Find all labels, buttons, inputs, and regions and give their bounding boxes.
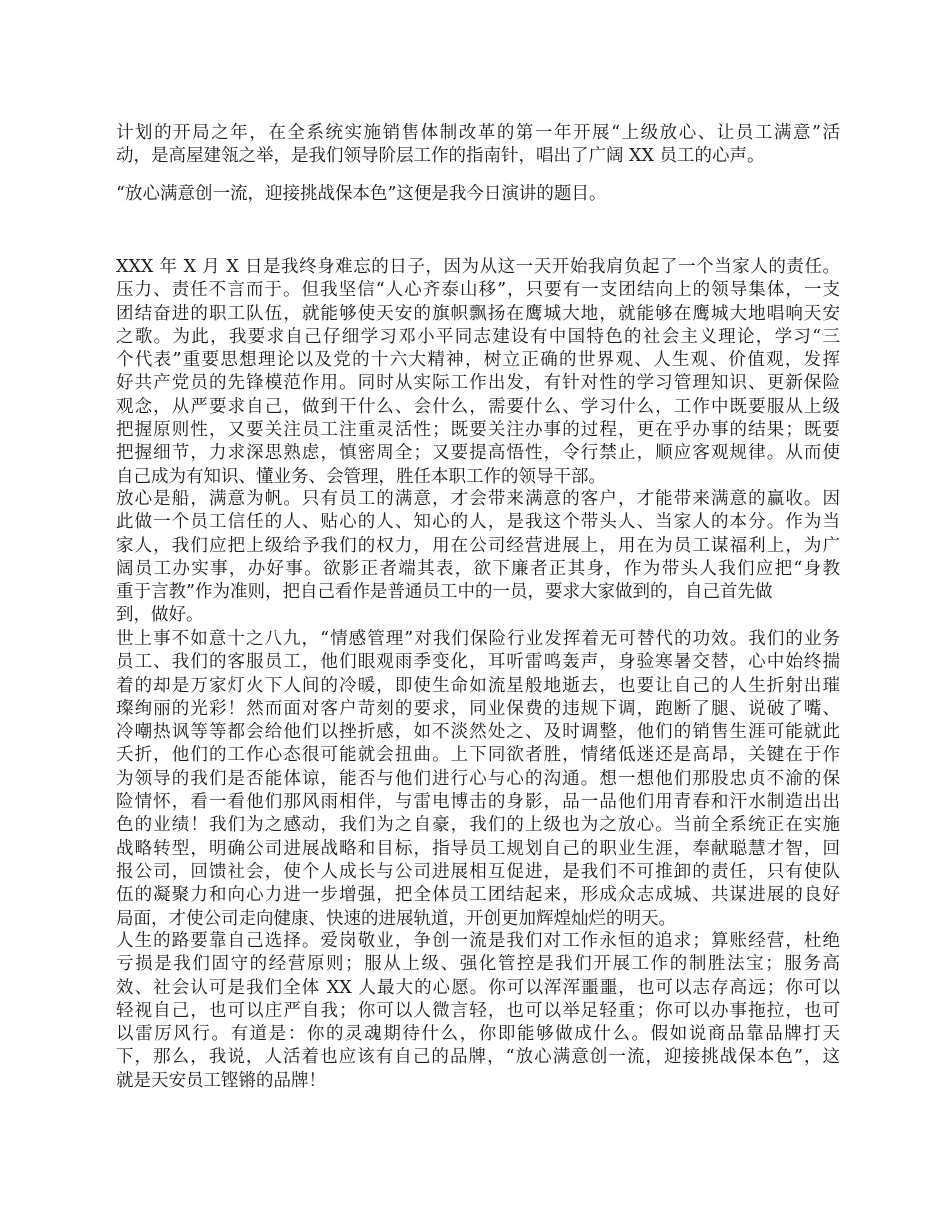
paragraph-line: 把握原则性，又要关注员工注重灵活性；既要关注办事的过程，更在乎办事的结果；既要 [116, 420, 840, 441]
paragraph-line: 家人，我们应把上级给予我们的权力，用在公司经营进展上，用在为员工谋福利上，为广 [116, 535, 840, 556]
paragraph-line: XXX 年 X 月 X 日是我终身难忘的日子，因为从这一天开始我肩负起了一个当家人的责任。 [116, 257, 840, 277]
paragraph-line: 以雷厉风行。有道是：你的灵魂期待什么，你即能够做成什么。假如说商品靠品牌打天 [116, 1024, 840, 1045]
paragraph-line: 色的业绩！我们为之感动，我们为之自豪，我们的上级也为之放心。当前全系统正在实施 [116, 815, 840, 836]
paragraph-line: 计划的开局之年，在全系统实施销售体制改革的第一年开展“上级放心、让员工满意”活 [116, 123, 840, 143]
paragraph-line: 团结奋进的职工队伍，就能够使天安的旗帜飘扬在鹰城大地，就能够在鹰城大地唱响天安 [116, 303, 840, 324]
paragraph-line: 员工、我们的客服员工，他们眼观雨季变化，耳听雷鸣轰声，身验寒暑交替，心中始终揣 [116, 652, 840, 673]
paragraph-line: 个代表”重要思想理论以及党的十六大精神，树立正确的世界观、人生观、价值观，发挥 [116, 350, 840, 371]
paragraph-2 [116, 183, 840, 206]
paragraph-5 [116, 628, 840, 931]
paragraph-line: 压力、责任不言而于。但我坚信“人心齐泰山移”，只要有一支团结向上的领导集体，一支 [116, 280, 840, 301]
paragraph-line: 观念，从严要求自己，做到干什么、会什么，需要什么、学习什么，工作中既要服从上级 [116, 396, 840, 417]
paragraph-4 [116, 488, 840, 628]
paragraph-line: 着的却是万家灯火下人间的冷暖，即使生命如流星般地逝去，也要让自己的人生折射出璀 [116, 675, 840, 696]
paragraph-line: 轻视自己，也可以庄严自我；你可以人微言轻，也可以举足轻重；你可以办事拖拉，也可 [116, 1000, 840, 1021]
paragraph-line: 亏损是我们固守的经营原则；服从上级、强化管控是我们开展工作的制胜法宝；服务高 [116, 954, 840, 975]
paragraph-line: 璨绚丽的光彩！然而面对客户苛刻的要求，同业保费的违规下调，跑断了腿、说破了嘴、 [116, 698, 840, 719]
paragraph-line: 此做一个员工信任的人、贴心的人、知心的人，是我这个带头人、当家人的本分。作为当 [116, 512, 840, 533]
paragraph-line: 把握细节，力求深思熟虑，慎密周全；又要提高悟性，令行禁止，顺应客观规律。从而使 [116, 443, 840, 464]
paragraph-6 [116, 930, 840, 1093]
paragraph-line: 重于言教”作为准则，把自己看作是普通员工中的一员，要求大家做到的，自己首先做 [116, 582, 773, 603]
paragraph-1 [116, 122, 840, 169]
paragraph-line: 下，那么，我说，人活着也应该有自己的品牌，“放心满意创一流，迎接挑战保本色”，这 [116, 1047, 840, 1068]
paragraph-line: 好共产党员的先锋模范作用。同时从实际工作出发，有针对性的学习管理知识、更新保险 [116, 373, 840, 394]
paragraph-line: 冷嘲热讽等等都会给他们以挫折感，如不淡然处之、及时调整，他们的销售生涯可能就此 [116, 722, 840, 743]
paragraph-line: 效、社会认可是我们全体 XX 人最大的心愿。你可以浑浑噩噩，也可以志存高远；你可以 [116, 977, 840, 998]
paragraph-line: 局面，才使公司走向健康、快速的进展轨道，开创更加辉煌灿烂的明天。 [116, 908, 676, 929]
paragraph-line: 伍的凝聚力和向心力进一步增强，把全体员工团结起来，形成众志成城、共谋进展的良好 [116, 885, 840, 906]
paragraph-line: 战略转型，明确公司进展战略和目标，指导员工规划自己的职业生涯，奉献聪慧才智，回 [116, 838, 840, 859]
paragraph-line: 就是天安员工铿锵的品牌！ [116, 1070, 326, 1091]
paragraph-line: 动，是高屋建瓴之举，是我们领导阶层工作的指南针，唱出了广阔 XX 员工的心声。 [116, 146, 765, 167]
paragraph-line: 报公司，回馈社会，使个人成长与公司进展相互促进，是我们不可推卸的责任，只有使队 [116, 861, 840, 882]
paragraph-line: 之歌。为此，我要求自己仔细学习邓小平同志建设有中国特色的社会主义理论，学习“三 [116, 326, 840, 347]
paragraph-line: 险情怀，看一看他们那风雨相伴，与雷电博击的身影，品一品他们用青春和汗水制造出出 [116, 792, 840, 813]
paragraph-line: 为领导的我们是否能体谅，能否与他们进行心与心的沟通。想一想他们那股忠贞不渝的保 [116, 768, 840, 789]
paragraph-line: 自己成为有知识、懂业务、会管理，胜任本职工作的领导干部。 [116, 466, 606, 487]
paragraph-line: 到，做好。 [116, 605, 204, 626]
paragraph-3 [116, 256, 840, 489]
paragraph-line: “放心满意创一流，迎接挑战保本色”这便是我今日演讲的题目。 [116, 184, 607, 204]
paragraph-line: 人生的路要靠自己选择。爱岗敬业，争创一流是我们对工作永恒的追求；算账经营，杜绝 [116, 931, 840, 951]
paragraph-line: 放心是船，满意为帆。只有员工的满意，才会带来满意的客户，才能带来满意的赢收。因 [116, 489, 840, 509]
paragraph-line: 夭折，他们的工作心态很可能就会扭曲。上下同欲者胜，情绪低迷还是高昂，关键在于作 [116, 745, 840, 766]
paragraph-line: 阔员工办实事，办好事。欲影正者端其表，欲下廉者正其身，作为带头人我们应把“身教 [116, 558, 840, 579]
paragraph-line: 世上事不如意十之八九，“情感管理”对我们保险行业发挥着无可替代的功效。我们的业务 [116, 629, 840, 649]
